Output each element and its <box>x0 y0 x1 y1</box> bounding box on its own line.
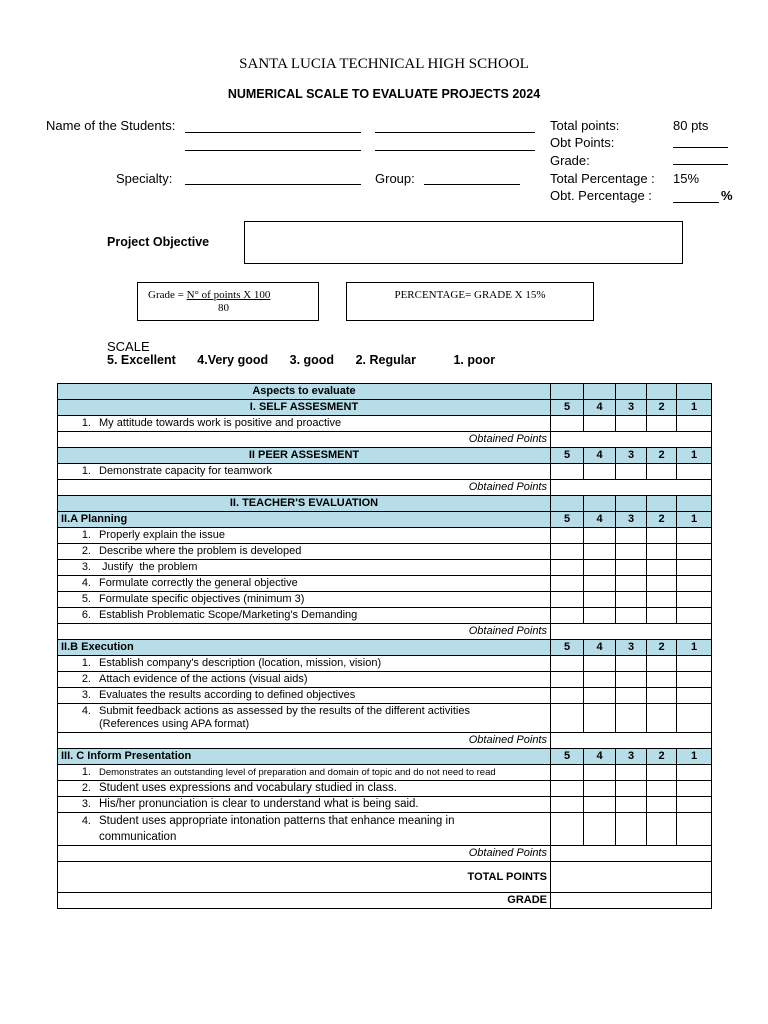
score-cell[interactable] <box>551 813 584 846</box>
score-cell[interactable] <box>584 688 616 704</box>
score-cell[interactable] <box>551 544 584 560</box>
scale-value: 1. poor <box>453 353 496 367</box>
criterion-text-continued: (References using APA format) <box>99 718 250 730</box>
score-cell[interactable] <box>584 608 616 624</box>
score-header: 4 <box>584 640 616 656</box>
criterion-text: Student uses expressions and vocabulary studied in class. <box>99 782 397 794</box>
score-cell[interactable] <box>616 797 647 813</box>
obt-percentage-label: Obt. Percentage : <box>550 188 652 203</box>
score-header: 3 <box>616 400 647 416</box>
score-header: 5 <box>551 448 584 464</box>
score-cell[interactable] <box>551 781 584 797</box>
aspects-header: Aspects to evaluate <box>58 384 551 400</box>
grade-formula-denominator: 80 <box>218 302 229 314</box>
score-header: 5 <box>551 400 584 416</box>
score-cell[interactable] <box>551 688 584 704</box>
score-cell[interactable] <box>647 464 677 480</box>
score-cell[interactable] <box>551 608 584 624</box>
score-header: 5 <box>551 749 584 765</box>
score-cell[interactable] <box>584 416 616 432</box>
score-cell[interactable] <box>647 813 677 846</box>
score-cell[interactable] <box>584 765 616 781</box>
criterion-text: Properly explain the issue <box>99 529 225 541</box>
score-cell[interactable] <box>647 592 677 608</box>
score-cell[interactable] <box>677 656 712 672</box>
score-header: 2 <box>647 640 677 656</box>
percent-sign: % <box>721 188 733 203</box>
score-header: 2 <box>647 749 677 765</box>
students-name-label: Name of the Students: <box>46 118 176 133</box>
scale-values <box>107 353 513 367</box>
score-header: 2 <box>647 448 677 464</box>
obtained-points-label: Obtained Points <box>58 480 551 496</box>
score-header: 4 <box>584 448 616 464</box>
score-cell[interactable] <box>584 656 616 672</box>
table-row: 1. Demonstrates an outstanding level of preparation and domain of topic and do not need to read <box>58 765 712 781</box>
section-header-row <box>58 400 712 416</box>
scale-title: SCALE <box>107 339 150 354</box>
score-header: 3 <box>616 749 647 765</box>
student-name-field-3[interactable] <box>185 150 361 151</box>
obtained-points-row <box>58 733 712 749</box>
score-cell[interactable] <box>551 765 584 781</box>
score-cell[interactable] <box>677 688 712 704</box>
score-cell[interactable] <box>647 528 677 544</box>
score-cell[interactable] <box>616 544 647 560</box>
table-row: 3. His/her pronunciation is clear to understand what is being said. <box>58 797 712 813</box>
score-cell[interactable] <box>677 416 712 432</box>
obtained-points-row <box>58 480 712 496</box>
section-header-row <box>58 496 712 512</box>
table-row: 5. Formulate specific objectives (minimum 3) <box>58 592 712 608</box>
table-row: 4. Formulate correctly the general objective <box>58 576 712 592</box>
specialty-label: Specialty: <box>116 171 173 186</box>
criterion-text: Formulate correctly the general objective <box>99 577 298 589</box>
obtained-points-label: Obtained Points <box>58 733 551 749</box>
score-cell[interactable] <box>616 608 647 624</box>
score-header: 4 <box>584 749 616 765</box>
score-cell[interactable] <box>616 765 647 781</box>
school-name: SANTA LUCIA TECHNICAL HIGH SCHOOL <box>239 56 529 72</box>
score-cell[interactable] <box>551 704 584 733</box>
score-header: 1 <box>677 448 712 464</box>
section-header-row <box>58 640 712 656</box>
score-cell[interactable] <box>584 672 616 688</box>
table-row: 6. Establish Problematic Scope/Marketing's Demanding <box>58 608 712 624</box>
score-header: 1 <box>677 640 712 656</box>
project-objective-box[interactable] <box>244 221 683 264</box>
student-name-field-2[interactable] <box>375 132 535 133</box>
obtained-points-label: Obtained Points <box>58 846 551 862</box>
score-header: 4 <box>584 512 616 528</box>
score-header: 1 <box>677 749 712 765</box>
student-name-field-1[interactable] <box>185 132 361 133</box>
score-cell[interactable] <box>584 528 616 544</box>
score-cell[interactable] <box>616 704 647 733</box>
table-row: 1. My attitude towards work is positive and proactive <box>58 416 712 432</box>
score-cell[interactable] <box>616 813 647 846</box>
score-cell[interactable] <box>584 464 616 480</box>
criterion-text: My attitude towards work is positive and proactive <box>99 417 342 429</box>
score-cell[interactable] <box>647 781 677 797</box>
score-cell[interactable] <box>677 765 712 781</box>
obtained-points-label: Obtained Points <box>58 624 551 640</box>
table-row: 2. Attach evidence of the actions (visual aids) <box>58 672 712 688</box>
obt-percentage-field[interactable] <box>673 202 719 203</box>
total-points-cell[interactable] <box>551 862 712 893</box>
score-header: 3 <box>616 448 647 464</box>
grade-formula-numerator: N° of points X 100 <box>186 289 271 301</box>
score-cell[interactable] <box>616 781 647 797</box>
score-cell[interactable] <box>551 464 584 480</box>
score-cell[interactable] <box>647 797 677 813</box>
criterion-text: Describe where the problem is developed <box>99 545 302 557</box>
score-cell[interactable] <box>677 781 712 797</box>
score-cell[interactable] <box>616 576 647 592</box>
scale-value: 5. Excellent <box>107 353 176 367</box>
obtained-points-label: Obtained Points <box>58 432 551 448</box>
total-points-value: 80 pts <box>673 118 709 133</box>
table-header-row <box>58 384 712 400</box>
percentage-formula-box <box>346 282 594 321</box>
score-header: 5 <box>551 512 584 528</box>
percentage-formula: PERCENTAGE= GRADE X 15% <box>394 289 546 301</box>
presentation-title: III. C Inform Presentation <box>58 749 551 765</box>
score-cell[interactable] <box>647 656 677 672</box>
score-cell[interactable] <box>551 592 584 608</box>
obtained-points-cell[interactable] <box>551 432 712 448</box>
score-cell[interactable] <box>647 704 677 733</box>
score-header: 1 <box>677 512 712 528</box>
score-cell[interactable] <box>584 576 616 592</box>
section-header-row <box>58 512 712 528</box>
score-cell[interactable] <box>647 544 677 560</box>
total-points-row <box>58 862 712 893</box>
score-header: 4 <box>584 400 616 416</box>
specialty-field[interactable] <box>185 184 361 185</box>
peer-assessment-title: II PEER ASSESMENT <box>58 448 551 464</box>
table-row: 4. Submit feedback actions as assessed by the results of the different activities (References using APA format) <box>58 704 712 733</box>
score-cell[interactable] <box>616 688 647 704</box>
criterion-text: Justify the problem <box>99 561 198 573</box>
score-cell[interactable] <box>677 797 712 813</box>
score-cell[interactable] <box>647 672 677 688</box>
grade-formula-box <box>137 282 319 321</box>
table-row: 4. Student uses appropriate intonation patterns that enhance meaning in communication <box>58 813 712 846</box>
grade-label: Grade: <box>550 153 590 168</box>
grade-row <box>58 893 712 909</box>
obtained-points-cell[interactable] <box>551 846 712 862</box>
table-row: 1. Demonstrate capacity for teamwork <box>58 464 712 480</box>
score-cell[interactable] <box>584 704 616 733</box>
score-cell[interactable] <box>616 464 647 480</box>
obtained-points-row <box>58 624 712 640</box>
score-cell[interactable] <box>677 528 712 544</box>
score-cell[interactable] <box>551 672 584 688</box>
score-cell[interactable] <box>584 592 616 608</box>
score-header: 2 <box>647 400 677 416</box>
table-row: 1. Properly explain the issue <box>58 528 712 544</box>
grade-field[interactable] <box>673 164 728 165</box>
group-field[interactable] <box>424 184 520 185</box>
obtained-points-cell[interactable] <box>551 733 712 749</box>
score-cell[interactable] <box>584 560 616 576</box>
score-cell[interactable] <box>677 813 712 846</box>
score-cell[interactable] <box>647 560 677 576</box>
score-cell[interactable] <box>616 416 647 432</box>
criterion-text: His/her pronunciation is clear to understand what is being said. <box>99 798 419 810</box>
document-title: NUMERICAL SCALE TO EVALUATE PROJECTS 2024 <box>227 87 541 101</box>
score-cell[interactable] <box>647 608 677 624</box>
obtained-points-row <box>58 432 712 448</box>
group-label: Group: <box>375 171 415 186</box>
score-cell[interactable] <box>551 560 584 576</box>
planning-title: II.A Planning <box>58 512 551 528</box>
total-points-label: TOTAL POINTS <box>58 862 551 893</box>
project-objective-label: Project Objective <box>107 235 210 249</box>
grade-formula-prefix: Grade = <box>148 289 187 301</box>
score-header: 5 <box>551 640 584 656</box>
score-header: 3 <box>616 640 647 656</box>
evaluation-table <box>57 383 712 909</box>
scale-value: 4.Very good <box>197 353 269 367</box>
score-cell[interactable] <box>551 797 584 813</box>
table-row: 1. Establish company's description (location, mission, vision) <box>58 656 712 672</box>
total-percentage-value: 15% <box>673 171 700 186</box>
table-grade-label: GRADE <box>58 893 551 909</box>
section-header-row <box>58 448 712 464</box>
total-percentage-label: Total Percentage : <box>550 171 655 186</box>
criterion-text: Attach evidence of the actions (visual aids) <box>99 673 308 685</box>
score-cell[interactable] <box>677 464 712 480</box>
score-cell[interactable] <box>677 544 712 560</box>
score-cell[interactable] <box>584 544 616 560</box>
score-cell[interactable] <box>647 765 677 781</box>
section-header-row <box>58 749 712 765</box>
score-header: 2 <box>647 512 677 528</box>
score-cell[interactable] <box>677 672 712 688</box>
obt-points-field[interactable] <box>673 147 728 148</box>
score-cell[interactable] <box>584 797 616 813</box>
obtained-points-cell[interactable] <box>551 480 712 496</box>
score-cell[interactable] <box>584 813 616 846</box>
criterion-text: Demonstrate capacity for teamwork <box>99 465 273 477</box>
score-cell[interactable] <box>677 576 712 592</box>
criterion-text: Establish company's description (location, mission, vision) <box>99 657 382 669</box>
score-cell[interactable] <box>677 704 712 733</box>
criterion-text: Student uses appropriate intonation patterns that enhance meaning in <box>99 815 455 827</box>
score-cell[interactable] <box>647 576 677 592</box>
score-cell[interactable] <box>551 576 584 592</box>
criterion-text: Evaluates the results according to defined objectives <box>99 689 356 701</box>
obtained-points-row <box>58 846 712 862</box>
total-points-label: Total points: <box>550 118 620 133</box>
student-name-field-4[interactable] <box>375 150 535 151</box>
scale-value: 2. Regular <box>355 353 416 367</box>
scale-value: 3. good <box>289 353 335 367</box>
score-cell[interactable] <box>551 416 584 432</box>
table-row: 3. Justify the problem <box>58 560 712 576</box>
criterion-text-continued: communication <box>99 831 177 843</box>
score-header: 1 <box>677 400 712 416</box>
score-cell[interactable] <box>647 688 677 704</box>
criterion-text: Formulate specific objectives (minimum 3) <box>99 593 305 605</box>
score-cell[interactable] <box>551 528 584 544</box>
score-cell[interactable] <box>616 592 647 608</box>
score-cell[interactable] <box>616 528 647 544</box>
teacher-evaluation-title: II. TEACHER'S EVALUATION <box>58 496 551 512</box>
self-assessment-title: I. SELF ASSESMENT <box>58 400 551 416</box>
obtained-points-cell[interactable] <box>551 624 712 640</box>
table-row: 2. Student uses expressions and vocabulary studied in class. <box>58 781 712 797</box>
score-header: 3 <box>616 512 647 528</box>
score-cell[interactable] <box>616 672 647 688</box>
table-row: 3. Evaluates the results according to defined objectives <box>58 688 712 704</box>
criterion-text: Establish Problematic Scope/Marketing's Demanding <box>99 609 358 621</box>
obt-points-label: Obt Points: <box>550 135 615 150</box>
score-cell[interactable] <box>584 781 616 797</box>
score-cell[interactable] <box>677 560 712 576</box>
table-row: 2. Describe where the problem is developed <box>58 544 712 560</box>
score-cell[interactable] <box>616 656 647 672</box>
score-cell[interactable] <box>677 608 712 624</box>
score-cell[interactable] <box>677 592 712 608</box>
execution-title: II.B Execution <box>58 640 551 656</box>
score-cell[interactable] <box>647 416 677 432</box>
score-cell[interactable] <box>616 560 647 576</box>
grade-cell[interactable] <box>551 893 712 909</box>
score-cell[interactable] <box>551 656 584 672</box>
criterion-text: Demonstrates an outstanding level of preparation and domain of topic and do not need to read <box>99 767 496 778</box>
criterion-text: Submit feedback actions as assessed by the results of the different activities <box>99 705 470 717</box>
